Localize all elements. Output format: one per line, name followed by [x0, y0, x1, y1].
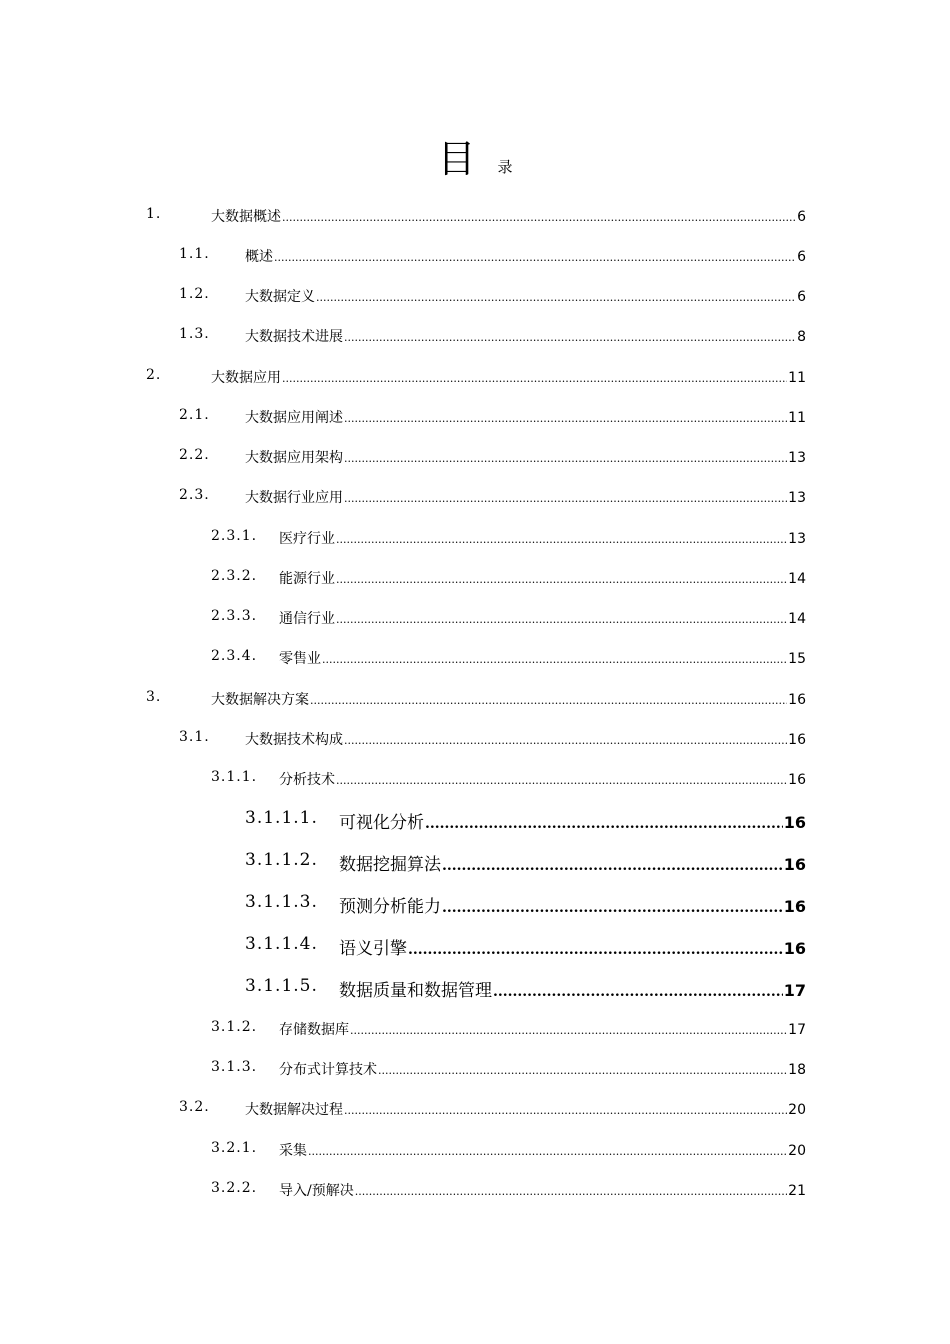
toc-entry-page: 16 [783, 939, 806, 958]
toc-entry-page: 20 [788, 1143, 806, 1159]
toc-entry[interactable] [0, 286, 950, 312]
toc-entry-page: 8 [797, 329, 806, 345]
toc-entry-page: 11 [788, 370, 806, 386]
toc-leader-dots [378, 1062, 787, 1078]
toc-entry-number: 3.2. [179, 1099, 210, 1115]
toc-entry-label: 通信行业 [279, 611, 335, 627]
toc-entry-label: 大数据技术进展 [245, 329, 343, 345]
toc-entry-label: 分布式计算技术 [279, 1062, 377, 1078]
toc-entry-label: 采集 [279, 1143, 307, 1159]
toc-entry[interactable] [0, 934, 950, 960]
toc-leader-dots [344, 1102, 787, 1118]
toc-entry-number: 3. [146, 689, 162, 705]
toc-entry-page: 14 [788, 611, 806, 627]
toc-entry-label: 能源行业 [279, 571, 335, 587]
toc-entry-page: 20 [788, 1102, 806, 1118]
toc-entry-number: 3.1.3. [211, 1059, 258, 1075]
toc-entry[interactable] [0, 246, 950, 272]
toc-entry-page: 17 [783, 981, 806, 1000]
toc-entry-page: 16 [788, 692, 806, 708]
toc-entry[interactable] [0, 528, 950, 554]
toc-entry-number: 3.2.1. [211, 1140, 258, 1156]
toc-entry-label: 大数据应用阐述 [245, 410, 343, 426]
toc-leader-dots [316, 289, 796, 305]
toc-leader-dots [344, 329, 796, 345]
toc-entry-page: 16 [788, 772, 806, 788]
toc-entry-label: 大数据解决过程 [245, 1102, 343, 1118]
toc-entry[interactable] [0, 568, 950, 594]
toc-entry[interactable] [0, 1140, 950, 1166]
toc-entry-number: 1.3. [179, 326, 210, 342]
toc-leader-dots [344, 732, 787, 748]
toc-leader-dots [344, 490, 787, 506]
toc-entry-label: 大数据应用 [211, 370, 281, 386]
toc-entry[interactable] [0, 892, 950, 918]
toc-entry-label: 大数据应用架构 [245, 450, 343, 466]
toc-entry-page: 16 [788, 732, 806, 748]
toc-entry-number: 3.2.2. [211, 1180, 258, 1196]
toc-entry-number: 1.1. [179, 246, 210, 262]
toc-entry-page: 13 [788, 490, 806, 506]
toc-leader-dots [442, 855, 783, 875]
toc-entry[interactable] [0, 1180, 950, 1206]
toc-leader-dots [336, 531, 787, 547]
toc-title [0, 128, 950, 183]
toc-entry[interactable] [0, 850, 950, 876]
toc-entry[interactable] [0, 769, 950, 795]
toc-entry-page: 17 [788, 1022, 806, 1038]
toc-entry[interactable] [0, 729, 950, 755]
toc-title-sub: 录 [497, 158, 513, 176]
toc-leader-dots [408, 939, 783, 959]
toc-entry-label: 导入/预解决 [279, 1183, 354, 1199]
toc-leader-dots [336, 772, 787, 788]
toc-entry[interactable] [0, 648, 950, 674]
toc-leader-dots [442, 897, 783, 917]
toc-entry-number: 3.1.2. [211, 1019, 258, 1035]
toc-entry-label: 可视化分析 [339, 813, 424, 833]
toc-leader-dots [274, 249, 796, 265]
toc-leader-dots [308, 1143, 787, 1159]
toc-leader-dots [344, 410, 787, 426]
toc-leader-dots [282, 370, 787, 386]
toc-entry-label: 大数据定义 [245, 289, 315, 305]
toc-entry[interactable] [0, 447, 950, 473]
toc-entry-number: 2.3.1. [211, 528, 258, 544]
toc-entry-page: 14 [788, 571, 806, 587]
toc-entry-label: 语义引擎 [339, 939, 407, 959]
toc-entry-page: 16 [783, 897, 806, 916]
toc-entry[interactable] [0, 1019, 950, 1045]
toc-entry[interactable] [0, 487, 950, 513]
toc-entry-number: 2.3.2. [211, 568, 258, 584]
toc-entry[interactable] [0, 1059, 950, 1085]
toc-entry-label: 数据挖掘算法 [339, 855, 441, 875]
toc-entry-number: 3.1.1.5. [245, 976, 318, 996]
toc-entry-number: 2. [146, 367, 162, 383]
toc-entry-page: 13 [788, 450, 806, 466]
toc-entry-label: 零售业 [279, 651, 321, 667]
toc-entry-number: 3.1.1.2. [245, 850, 318, 870]
toc-leader-dots [493, 981, 783, 1001]
toc-entry-number: 3.1.1. [211, 769, 258, 785]
toc-entry-number: 2.1. [179, 407, 210, 423]
toc-entry-number: 3.1.1.3. [245, 892, 318, 912]
toc-entry-number: 3.1. [179, 729, 210, 745]
toc-entry[interactable] [0, 808, 950, 834]
toc-leader-dots [336, 571, 787, 587]
toc-entry-number: 2.3.3. [211, 608, 258, 624]
toc-entry-page: 21 [788, 1183, 806, 1199]
toc-entry-page: 16 [783, 855, 806, 874]
toc-leader-dots [336, 611, 787, 627]
toc-leader-dots [344, 450, 787, 466]
toc-entry[interactable] [0, 407, 950, 433]
toc-entry-number: 1. [146, 206, 162, 222]
toc-entry-number: 3.1.1.4. [245, 934, 318, 954]
toc-entry-number: 2.3. [179, 487, 210, 503]
toc-entry[interactable] [0, 1099, 950, 1125]
toc-entry-page: 18 [788, 1062, 806, 1078]
toc-leader-dots [350, 1022, 787, 1038]
toc-entry-label: 大数据解决方案 [211, 692, 309, 708]
toc-entry-page: 6 [797, 289, 806, 305]
toc-entry-label: 预测分析能力 [339, 897, 441, 917]
toc-entry[interactable] [0, 326, 950, 352]
toc-entry-page: 6 [797, 249, 806, 265]
toc-entry-page: 13 [788, 531, 806, 547]
toc-entry-label: 医疗行业 [279, 531, 335, 547]
toc-entry-label: 大数据行业应用 [245, 490, 343, 506]
toc-entry-number: 3.1.1.1. [245, 808, 318, 828]
toc-entry-page: 11 [788, 410, 806, 426]
toc-leader-dots [425, 813, 783, 833]
toc-entry[interactable] [0, 206, 950, 232]
toc-entry-label: 大数据技术构成 [245, 732, 343, 748]
toc-leader-dots [310, 692, 787, 708]
toc-entry-label: 数据质量和数据管理 [339, 981, 492, 1001]
toc-entry-label: 概述 [245, 249, 273, 265]
toc-entry[interactable] [0, 367, 950, 393]
toc-leader-dots [322, 651, 787, 667]
toc-entry-page: 16 [783, 813, 806, 832]
toc-entry[interactable] [0, 689, 950, 715]
toc-leader-dots [282, 209, 796, 225]
toc-entry-label: 分析技术 [279, 772, 335, 788]
toc-entry[interactable] [0, 976, 950, 1002]
toc-entry-number: 2.2. [179, 447, 210, 463]
toc-entry-page: 15 [788, 651, 806, 667]
toc-entry-label: 大数据概述 [211, 209, 281, 225]
toc-entry[interactable] [0, 608, 950, 634]
toc-entry-page: 6 [797, 209, 806, 225]
toc-title-main: 目 [437, 137, 476, 181]
toc-entry-number: 1.2. [179, 286, 210, 302]
toc-entry-label: 存储数据库 [279, 1022, 349, 1038]
toc-leader-dots [355, 1183, 787, 1199]
toc-entry-number: 2.3.4. [211, 648, 258, 664]
